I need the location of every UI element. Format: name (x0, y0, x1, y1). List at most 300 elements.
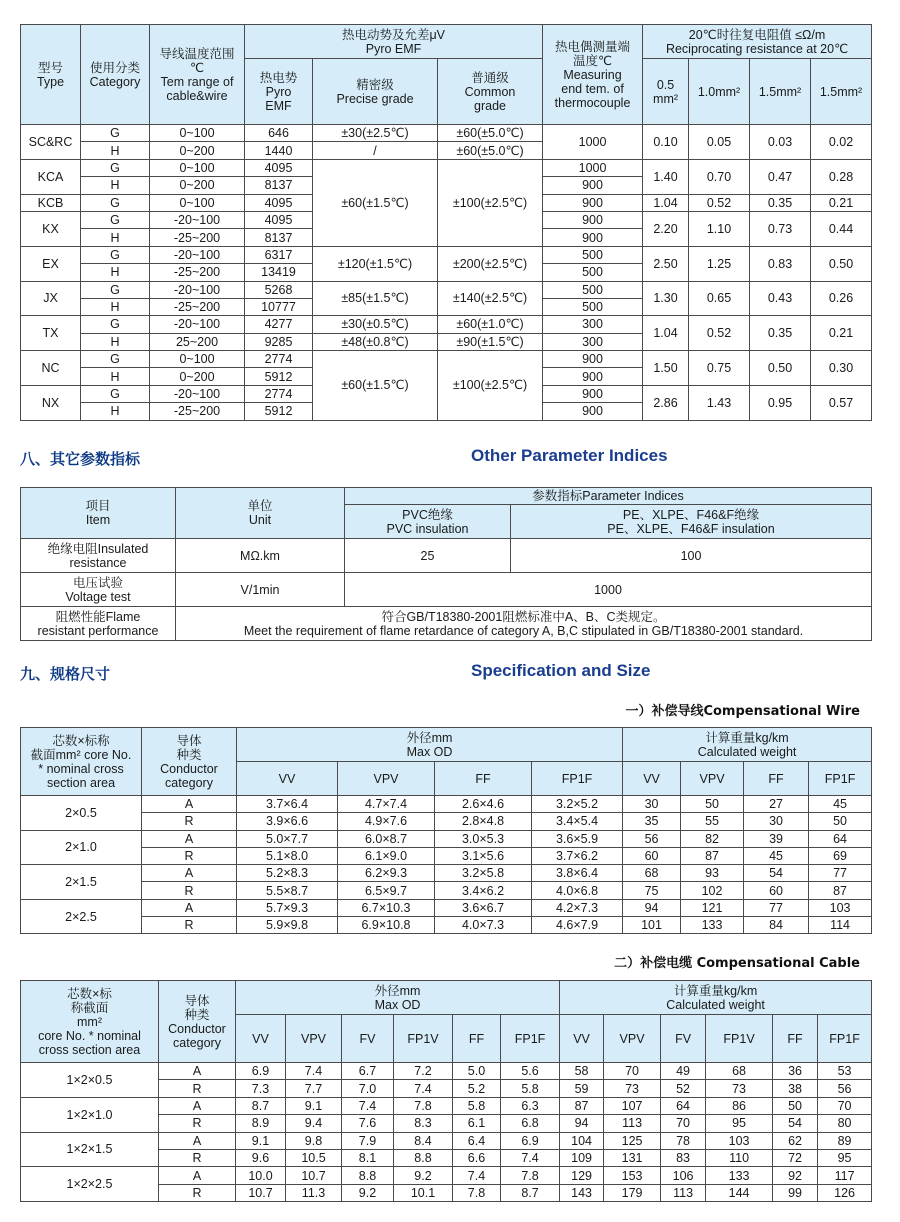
category-cell: H (81, 333, 150, 350)
table-row (21, 865, 872, 882)
table-row (21, 1167, 872, 1184)
weight-cell: 59 (560, 1080, 604, 1097)
header-type: 型号 Type (21, 25, 81, 125)
section-9-title-cn: 九、规格尺寸 (20, 665, 111, 683)
resistance-cell: 0.28 (811, 159, 872, 194)
voltage-value: 1000 (345, 573, 872, 607)
table-row (21, 917, 872, 934)
weight-cell: 84 (744, 917, 809, 934)
temp-range-cell: 0~100 (150, 159, 245, 176)
measuring-temp-cell: 500 (543, 264, 643, 281)
temp-range-cell: 0~100 (150, 125, 245, 142)
od-cell: 9.2 (394, 1167, 453, 1184)
weight-cell: 70 (604, 1063, 661, 1080)
weight-cell: 73 (604, 1080, 661, 1097)
od-cell: 7.6 (342, 1115, 394, 1132)
resistance-cell: 0.73 (750, 211, 811, 246)
unit-cell: MΩ.km (176, 539, 345, 573)
header-od-vpv: VPV (286, 1015, 342, 1063)
header-res-05: 0.5 mm² (643, 59, 689, 125)
weight-cell: 107 (604, 1097, 661, 1114)
header-wt-fp1f: FP1F (818, 1015, 872, 1063)
section-9-title-en: Specification and Size (471, 661, 651, 680)
header-od-fp1f: FP1F (501, 1015, 560, 1063)
header-od-vpv: VPV (338, 762, 435, 796)
common-grade-cell: ±100(±2.5℃) (438, 351, 543, 421)
common-grade-cell: ±140(±2.5℃) (438, 281, 543, 316)
pvc-value: 25 (345, 539, 511, 573)
weight-cell: 95 (706, 1115, 773, 1132)
weight-cell: 144 (706, 1184, 773, 1201)
table-row (21, 882, 872, 899)
resistance-cell: 0.43 (750, 281, 811, 316)
resistance-cell: 0.75 (689, 351, 750, 386)
resistance-cell: 0.65 (689, 281, 750, 316)
temp-range-cell: 0~200 (150, 368, 245, 385)
resistance-cell: 0.83 (750, 246, 811, 281)
od-cell: 5.2×8.3 (237, 865, 338, 882)
compensational-wire-table (20, 727, 872, 934)
resistance-cell: 0.44 (811, 211, 872, 246)
weight-cell: 30 (744, 813, 809, 830)
temp-range-cell: -20~100 (150, 316, 245, 333)
pyro-emf-cell: 2774 (245, 351, 313, 368)
weight-cell: 101 (623, 917, 681, 934)
weight-cell: 92 (773, 1167, 818, 1184)
weight-cell: 45 (744, 847, 809, 864)
spec-cell: 2×1.0 (21, 830, 142, 865)
spec-cell: 2×1.5 (21, 865, 142, 900)
category-cell: G (81, 316, 150, 333)
type-cell: JX (21, 281, 81, 316)
od-cell: 2.8×4.8 (435, 813, 532, 830)
measuring-temp-cell: 900 (543, 403, 643, 420)
od-cell: 3.9×6.6 (237, 813, 338, 830)
measuring-temp-cell: 500 (543, 298, 643, 315)
weight-cell: 69 (809, 847, 872, 864)
spec-cell: 2×2.5 (21, 899, 142, 934)
od-cell: 3.7×6.4 (237, 796, 338, 813)
weight-cell: 56 (623, 830, 681, 847)
table-row (21, 539, 872, 573)
measuring-temp-cell: 900 (543, 229, 643, 246)
resistance-cell: 1.43 (689, 385, 750, 420)
weight-cell: 129 (560, 1167, 604, 1184)
table-row (21, 796, 872, 813)
od-cell: 8.7 (501, 1184, 560, 1201)
header-pe-insulation: PE、XLPE、F46&F绝缘 PE、XLPE、F46&F insulation (511, 505, 872, 539)
weight-cell: 113 (661, 1184, 706, 1201)
weight-cell: 58 (560, 1063, 604, 1080)
spec-cell: 1×2×1.0 (21, 1097, 159, 1132)
weight-cell: 117 (818, 1167, 872, 1184)
weight-cell: 30 (623, 796, 681, 813)
temp-range-cell: -20~100 (150, 385, 245, 402)
resistance-cell: 2.86 (643, 385, 689, 420)
header-category: 使用分类 Category (81, 25, 150, 125)
od-cell: 8.7 (236, 1097, 286, 1114)
weight-cell: 125 (604, 1132, 661, 1149)
weight-cell: 133 (681, 917, 744, 934)
weight-cell: 80 (818, 1115, 872, 1132)
resistance-cell: 0.02 (811, 125, 872, 160)
weight-cell: 77 (809, 865, 872, 882)
od-cell: 5.6 (501, 1063, 560, 1080)
pyro-emf-cell: 5268 (245, 281, 313, 298)
section-8-title-en: Other Parameter Indices (471, 446, 668, 465)
weight-cell: 39 (744, 830, 809, 847)
weight-cell: 75 (623, 882, 681, 899)
od-cell: 5.0×7.7 (237, 830, 338, 847)
spec-cell: 1×2×2.5 (21, 1167, 159, 1202)
temp-range-cell: -25~200 (150, 298, 245, 315)
item-flame-resistant: 阻燃性能Flame resistant performance (21, 607, 176, 641)
header-od-vv: VV (237, 762, 338, 796)
pyro-emf-cell: 13419 (245, 264, 313, 281)
weight-cell: 77 (744, 899, 809, 916)
weight-cell: 82 (681, 830, 744, 847)
conductor-cell: R (159, 1115, 236, 1132)
temp-range-cell: 25~200 (150, 333, 245, 350)
od-cell: 5.1×8.0 (237, 847, 338, 864)
od-cell: 4.7×7.4 (338, 796, 435, 813)
table-row (21, 830, 872, 847)
header-conductor: 导体 种类 Conductor category (142, 728, 237, 796)
table-row (21, 125, 872, 142)
measuring-temp-cell: 900 (543, 211, 643, 228)
table-row (21, 159, 872, 176)
header-wt-vpv: VPV (604, 1015, 661, 1063)
od-cell: 9.2 (342, 1184, 394, 1201)
weight-cell: 86 (706, 1097, 773, 1114)
header-pvc-insulation: PVC绝缘 PVC insulation (345, 505, 511, 539)
weight-cell: 94 (623, 899, 681, 916)
header-pyro-emf: 热电动势及允差μV Pyro EMF (245, 25, 543, 59)
measuring-temp-cell: 500 (543, 281, 643, 298)
conductor-cell: R (159, 1184, 236, 1201)
header-wt-fp1f: FP1F (809, 762, 872, 796)
category-cell: G (81, 159, 150, 176)
weight-cell: 38 (773, 1080, 818, 1097)
type-cell: SC&RC (21, 125, 81, 160)
weight-cell: 36 (773, 1063, 818, 1080)
resistance-cell: 0.10 (643, 125, 689, 160)
weight-cell: 153 (604, 1167, 661, 1184)
weight-cell: 99 (773, 1184, 818, 1201)
category-cell: G (81, 385, 150, 402)
od-cell: 3.4×6.2 (435, 882, 532, 899)
resistance-cell: 0.70 (689, 159, 750, 194)
od-cell: 10.7 (286, 1167, 342, 1184)
conductor-cell: A (159, 1063, 236, 1080)
type-cell: TX (21, 316, 81, 351)
spec-cell: 1×2×1.5 (21, 1132, 159, 1167)
common-grade-cell: ±60(±5.0℃) (438, 142, 543, 159)
temp-range-cell: -20~100 (150, 246, 245, 263)
od-cell: 11.3 (286, 1184, 342, 1201)
pyro-emf-cell: 4095 (245, 211, 313, 228)
temp-range-cell: -25~200 (150, 403, 245, 420)
header-od-fp1v: FP1V (394, 1015, 453, 1063)
common-grade-cell: ±60(±5.0℃) (438, 125, 543, 142)
od-cell: 6.5×9.7 (338, 882, 435, 899)
type-cell: NC (21, 351, 81, 386)
temp-range-cell: -25~200 (150, 229, 245, 246)
od-cell: 7.8 (394, 1097, 453, 1114)
common-grade-cell: ±100(±2.5℃) (438, 159, 543, 246)
header-od-fv: FV (342, 1015, 394, 1063)
od-cell: 10.0 (236, 1167, 286, 1184)
category-cell: G (81, 194, 150, 211)
od-cell: 3.6×5.9 (532, 830, 623, 847)
od-cell: 7.7 (286, 1080, 342, 1097)
resistance-cell: 0.30 (811, 351, 872, 386)
od-cell: 6.7 (342, 1063, 394, 1080)
category-cell: G (81, 281, 150, 298)
weight-cell: 49 (661, 1063, 706, 1080)
od-cell: 7.9 (342, 1132, 394, 1149)
pyro-emf-cell: 646 (245, 125, 313, 142)
resistance-cell: 1.30 (643, 281, 689, 316)
precise-grade-cell: ±48(±0.8℃) (313, 333, 438, 350)
measuring-temp-cell: 300 (543, 333, 643, 350)
od-cell: 7.4 (501, 1149, 560, 1166)
pyro-emf-cell: 5912 (245, 403, 313, 420)
table-row (21, 246, 872, 263)
weight-cell: 70 (818, 1097, 872, 1114)
resistance-cell: 0.57 (811, 385, 872, 420)
od-cell: 4.2×7.3 (532, 899, 623, 916)
table-row (21, 607, 872, 641)
resistance-cell: 1.25 (689, 246, 750, 281)
header-resistance: 20℃时往复电阻值 ≤Ω/m Reciprocating resistance at 20℃ (643, 25, 872, 59)
measuring-temp-cell: 1000 (543, 125, 643, 160)
od-cell: 7.2 (394, 1063, 453, 1080)
weight-cell: 83 (661, 1149, 706, 1166)
weight-cell: 94 (560, 1115, 604, 1132)
conductor-cell: R (142, 813, 237, 830)
conductor-cell: A (142, 796, 237, 813)
spec-cell: 1×2×0.5 (21, 1063, 159, 1098)
od-cell: 3.2×5.2 (532, 796, 623, 813)
header-core-area: 芯数×标称 截面mm² core No. * nominal cross section area (21, 728, 142, 796)
od-cell: 8.9 (236, 1115, 286, 1132)
weight-cell: 106 (661, 1167, 706, 1184)
type-cell: EX (21, 246, 81, 281)
category-cell: G (81, 211, 150, 228)
weight-cell: 114 (809, 917, 872, 934)
od-cell: 4.6×7.9 (532, 917, 623, 934)
weight-cell: 55 (681, 813, 744, 830)
header-wt-ff: FF (744, 762, 809, 796)
od-cell: 8.3 (394, 1115, 453, 1132)
od-cell: 3.2×5.8 (435, 865, 532, 882)
conductor-cell: A (159, 1132, 236, 1149)
weight-cell: 68 (623, 865, 681, 882)
header-item: 项目 Item (21, 488, 176, 539)
od-cell: 5.9×9.8 (237, 917, 338, 934)
resistance-cell: 2.20 (643, 211, 689, 246)
precise-grade-cell: ±85(±1.5℃) (313, 281, 438, 316)
weight-cell: 60 (744, 882, 809, 899)
measuring-temp-cell: 900 (543, 351, 643, 368)
sub-title-wire: 一）补偿导线Compensational Wire (625, 704, 860, 719)
weight-cell: 52 (661, 1080, 706, 1097)
od-cell: 10.7 (236, 1184, 286, 1201)
od-cell: 3.8×6.4 (532, 865, 623, 882)
od-cell: 4.0×6.8 (532, 882, 623, 899)
resistance-cell: 1.10 (689, 211, 750, 246)
other-parameter-table (20, 487, 872, 641)
od-cell: 6.2×9.3 (338, 865, 435, 882)
table-row (21, 351, 872, 368)
type-cell: KX (21, 211, 81, 246)
od-cell: 6.9 (236, 1063, 286, 1080)
od-cell: 7.4 (286, 1063, 342, 1080)
resistance-cell: 1.40 (643, 159, 689, 194)
od-cell: 7.3 (236, 1080, 286, 1097)
conductor-cell: R (142, 847, 237, 864)
pyro-emf-cell: 4277 (245, 316, 313, 333)
header-common-grade: 普通级 Common grade (438, 59, 543, 125)
pe-value: 100 (511, 539, 872, 573)
weight-cell: 133 (706, 1167, 773, 1184)
weight-cell: 93 (681, 865, 744, 882)
resistance-cell: 0.03 (750, 125, 811, 160)
header-od-ff: FF (453, 1015, 501, 1063)
header-pyro: 热电势 Pyro EMF (245, 59, 313, 125)
table-row (21, 899, 872, 916)
weight-cell: 95 (818, 1149, 872, 1166)
temp-range-cell: -20~100 (150, 211, 245, 228)
od-cell: 7.4 (394, 1080, 453, 1097)
conductor-cell: R (142, 882, 237, 899)
od-cell: 6.0×8.7 (338, 830, 435, 847)
type-cell: KCB (21, 194, 81, 211)
type-cell: NX (21, 385, 81, 420)
item-insulated-resistance: 绝缘电阻Insulated resistance (21, 539, 176, 573)
weight-cell: 78 (661, 1132, 706, 1149)
od-cell: 8.1 (342, 1149, 394, 1166)
header-measuring-temp: 热电偶测量端 温度℃ Measuring end tem. of thermocouple (543, 25, 643, 125)
weight-cell: 53 (818, 1063, 872, 1080)
od-cell: 6.8 (501, 1115, 560, 1132)
weight-cell: 179 (604, 1184, 661, 1201)
od-cell: 9.6 (236, 1149, 286, 1166)
od-cell: 3.6×6.7 (435, 899, 532, 916)
weight-cell: 54 (773, 1115, 818, 1132)
header-max-od: 外径mm Max OD (236, 981, 560, 1015)
pyro-emf-cell: 4095 (245, 194, 313, 211)
measuring-temp-cell: 900 (543, 385, 643, 402)
resistance-cell: 0.05 (689, 125, 750, 160)
conductor-cell: R (142, 917, 237, 934)
weight-cell: 121 (681, 899, 744, 916)
od-cell: 5.8 (501, 1080, 560, 1097)
table-row (21, 1097, 872, 1114)
unit-cell: V/1min (176, 573, 345, 607)
header-res-10: 1.0mm² (689, 59, 750, 125)
table-row (21, 316, 872, 333)
weight-cell: 62 (773, 1132, 818, 1149)
od-cell: 6.6 (453, 1149, 501, 1166)
precise-grade-cell: / (313, 142, 438, 159)
weight-cell: 45 (809, 796, 872, 813)
od-cell: 8.8 (394, 1149, 453, 1166)
table-row (21, 281, 872, 298)
measuring-temp-cell: 1000 (543, 159, 643, 176)
resistance-cell: 0.52 (689, 316, 750, 351)
weight-cell: 27 (744, 796, 809, 813)
weight-cell: 113 (604, 1115, 661, 1132)
pyro-emf-cell: 10777 (245, 298, 313, 315)
weight-cell: 109 (560, 1149, 604, 1166)
od-cell: 7.4 (342, 1097, 394, 1114)
table-row (21, 1063, 872, 1080)
pyro-emf-cell: 4095 (245, 159, 313, 176)
weight-cell: 87 (809, 882, 872, 899)
od-cell: 7.8 (501, 1167, 560, 1184)
header-od-fp1f: FP1F (532, 762, 623, 796)
weight-cell: 35 (623, 813, 681, 830)
od-cell: 7.0 (342, 1080, 394, 1097)
weight-cell: 131 (604, 1149, 661, 1166)
category-cell: G (81, 351, 150, 368)
header-res-15b: 1.5mm² (811, 59, 872, 125)
od-cell: 4.9×7.6 (338, 813, 435, 830)
spec-cell: 2×0.5 (21, 796, 142, 831)
precise-grade-cell: ±60(±1.5℃) (313, 351, 438, 421)
type-cell: KCA (21, 159, 81, 194)
header-temp-range: 导线温度范围 ℃ Tem range of cable&wire (150, 25, 245, 125)
od-cell: 6.7×10.3 (338, 899, 435, 916)
weight-cell: 70 (661, 1115, 706, 1132)
pyro-emf-cell: 8137 (245, 229, 313, 246)
header-wt-vpv: VPV (681, 762, 744, 796)
common-grade-cell: ±90(±1.5℃) (438, 333, 543, 350)
measuring-temp-cell: 300 (543, 316, 643, 333)
measuring-temp-cell: 900 (543, 177, 643, 194)
header-wt-vv: VV (560, 1015, 604, 1063)
item-voltage-test: 电压试验 Voltage test (21, 573, 176, 607)
header-od-vv: VV (236, 1015, 286, 1063)
compensational-cable-table (20, 980, 872, 1202)
resistance-cell: 0.52 (689, 194, 750, 211)
header-wt-vv: VV (623, 762, 681, 796)
section-8-title-cn: 八、其它参数指标 (20, 450, 141, 468)
table-row (21, 573, 872, 607)
pyro-emf-cell: 1440 (245, 142, 313, 159)
weight-cell: 89 (818, 1132, 872, 1149)
od-cell: 3.0×5.3 (435, 830, 532, 847)
od-cell: 3.1×5.6 (435, 847, 532, 864)
flame-requirement: 符合GB/T18380-2001阻燃标准中A、B、C类规定。 Meet the requirement of flame retardance of category A, B,C stipulated in GB/T18380-2001 standard. (176, 607, 872, 641)
common-grade-cell: ±60(±1.0℃) (438, 316, 543, 333)
conductor-cell: A (142, 830, 237, 847)
od-cell: 3.7×6.2 (532, 847, 623, 864)
weight-cell: 50 (773, 1097, 818, 1114)
od-cell: 6.9 (501, 1132, 560, 1149)
table-row (21, 1132, 872, 1149)
od-cell: 9.1 (236, 1132, 286, 1149)
resistance-cell: 0.35 (750, 194, 811, 211)
header-unit: 单位 Unit (176, 488, 345, 539)
category-cell: H (81, 229, 150, 246)
resistance-cell: 1.50 (643, 351, 689, 386)
conductor-cell: A (142, 865, 237, 882)
category-cell: H (81, 142, 150, 159)
pyro-emf-cell: 6317 (245, 246, 313, 263)
